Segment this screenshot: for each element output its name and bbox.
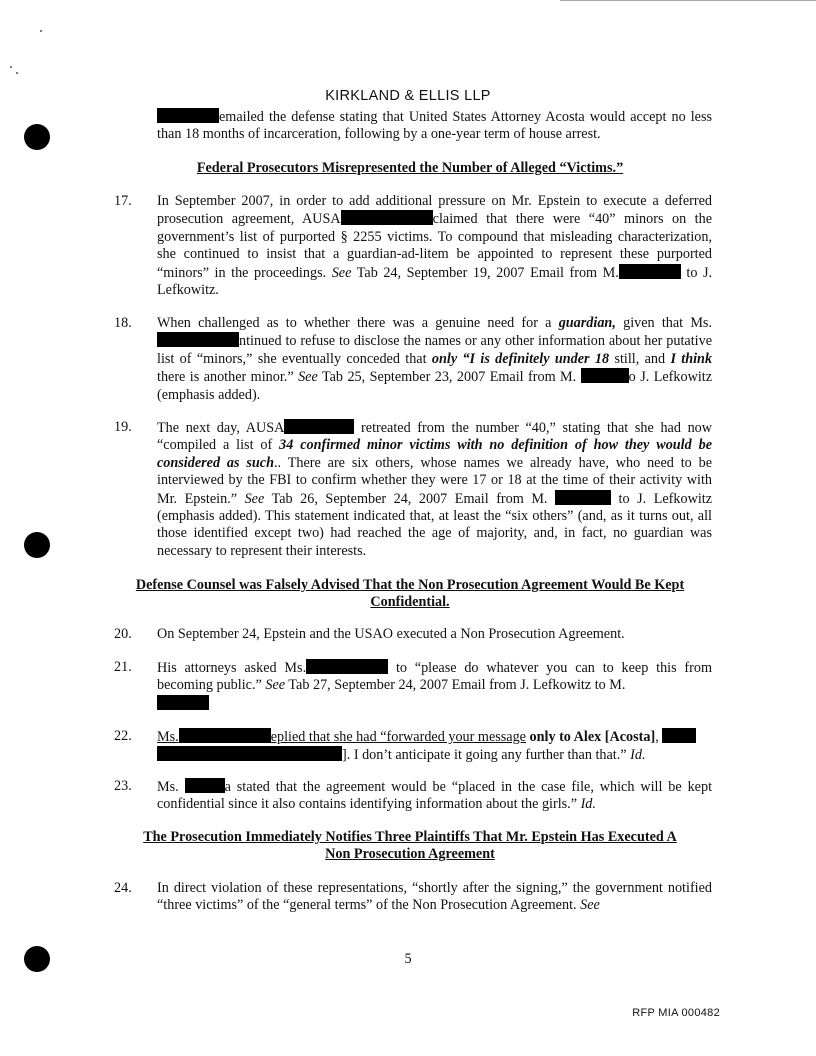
page-number: 5 — [404, 951, 412, 967]
firm-header: KIRKLAND & ELLIS LLP — [325, 88, 491, 104]
scan-speck — [10, 66, 12, 68]
paragraph-number: 20. — [114, 626, 132, 642]
punch-hole — [24, 124, 50, 150]
paragraph-number: 18. — [114, 315, 132, 331]
section-heading-notifies: The Prosecution Immediately Notifies Three Plaintiffs That Mr. Epstein Has Executed A Non Prosecution Agreement — [143, 829, 677, 863]
paragraph-24: 24. In direct violation of these representations, “shortly after the signing,” the government notified “three victims” of the “general terms” of the Non Prosecution Agreement. See — [114, 880, 712, 914]
paragraph-20: 20. On September 24, Epstein and the USAO executed a Non Prosecution Agreement. — [114, 626, 625, 642]
section-heading-confidential: Defense Counsel was Falsely Advised That the Non Prosecution Agreement Would Be Kept Confidential. — [135, 577, 685, 611]
section-heading-victims: Federal Prosecutors Misrepresented the Number of Alleged “Victims.” — [196, 160, 624, 176]
redaction-bar — [157, 695, 209, 710]
paragraph-17: 17. In September 2007, in order to add additional pressure on Mr. Epstein to execute a deferred prosecution agreement, AUSA claimed that there were “40” minors on the government’s list of purported § 2255 victims. To compound that misleading characterization, she continued to insist that a guardian-ad-litem be appointed to represent these purported “minors” in the proceedings. See Tab 24, September 19, 2007 Email from M. to J. Lefkowitz. — [114, 193, 713, 299]
redaction-bar — [157, 108, 219, 123]
paragraph-number: 21. — [114, 659, 132, 675]
top-edge-line — [560, 0, 816, 1]
punch-hole — [24, 532, 50, 558]
paragraph-number: 23. — [114, 778, 132, 794]
paragraph-23: 23. Ms. a stated that the agreement would be “placed in the case file, which will be kept confidential since it also contains identifying information about the girls.” Id. — [114, 778, 713, 813]
paragraph-number: 19. — [114, 419, 132, 435]
paragraph-19: 19. The next day, AUSA retreated from the number “40,” stating that she had now “compiled a list of 34 confirmed minor victims with no definition of how they would be considered as such.. There are six others, whose names we already have, who need to be interviewed by the FBI to confirm whether they were 17 or 18 at the time of their activity with Mr. Epstein.” See Tab 26, September 24, 2007 Email from M. to J. Lefkowitz (emphasis added). This statement indicated that, at least the “six others” (and, as it turns out, all those identified except two) had reached the age of majority, and, in fact, no guardian was necessary to represent their interests. — [114, 419, 713, 559]
paragraph-number: 17. — [114, 193, 132, 209]
redaction-bar — [555, 490, 611, 505]
redaction-bar — [157, 332, 239, 347]
paragraph-number: 24. — [114, 880, 132, 896]
redaction-bar — [341, 210, 433, 225]
redaction-bar — [157, 746, 342, 761]
redaction-bar — [619, 264, 681, 279]
intro-paragraph: emailed the defense stating that United States Attorney Acosta would accept no less than 18 months of incarceration, following by a one-year term of house arrest. — [157, 109, 712, 143]
redaction-bar — [581, 368, 629, 383]
redaction-bar — [306, 659, 388, 674]
paragraph-number: 22. — [114, 728, 132, 744]
redaction-bar — [662, 728, 696, 743]
bates-number: RFP MIA 000482 — [632, 1007, 720, 1019]
scan-speck — [40, 30, 42, 32]
redaction-bar — [185, 778, 225, 793]
paragraph-21: 21. His attorneys asked Ms. to “please do whatever you can to keep this from becoming public.” See Tab 27, September 24, 2007 Email from J. Lefkowitz to M. — [114, 659, 712, 713]
paragraph-22: 22. Ms. eplied that she had “forwarded your message only to Alex [Acosta], ]. I don’t anticipate it going any further than that.” Id. — [114, 728, 712, 765]
scan-speck — [16, 72, 18, 74]
redaction-bar — [179, 728, 271, 743]
paragraph-18: 18. When challenged as to whether there was a genuine need for a guardian, given that Ms. ntinued to refuse to disclose the names or any other information about her putative list of “minors,” she eventually conceded that only “I is definitely under 18 still, and I think there is another minor.” See Tab 25, September 23, 2007 Email from M. o J. Lefkowitz (emphasis added). — [114, 315, 713, 403]
redaction-bar — [284, 419, 354, 434]
